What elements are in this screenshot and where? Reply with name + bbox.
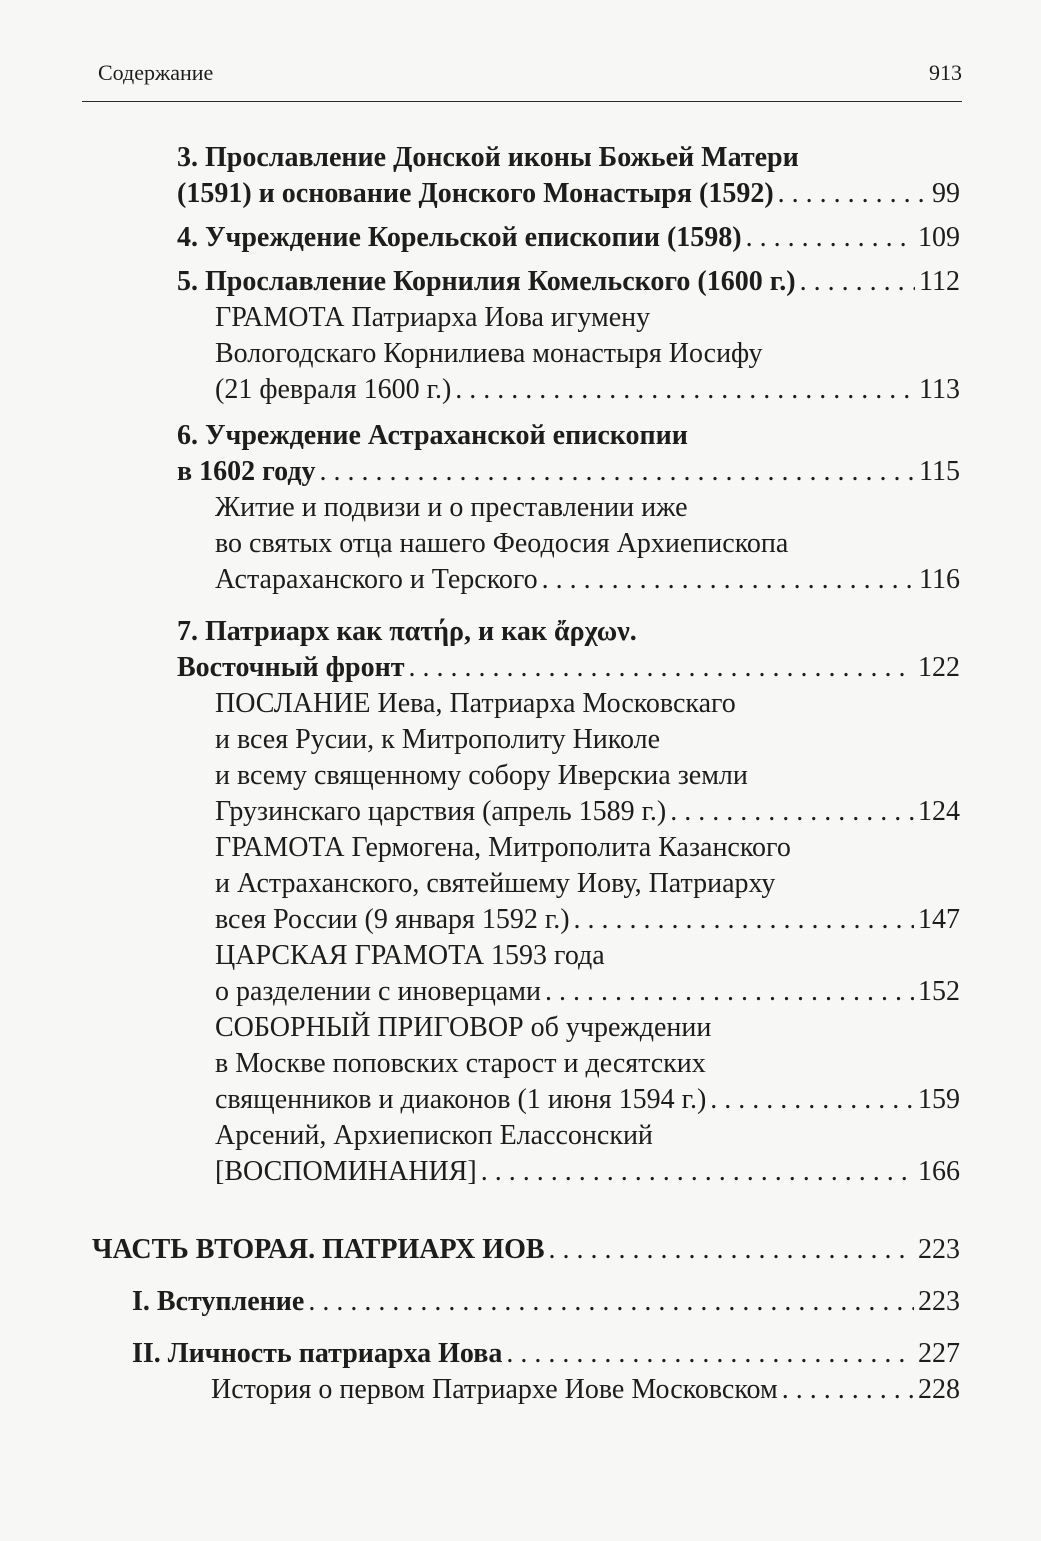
toc-leader-dots <box>782 1372 914 1408</box>
toc-page-number: 109 <box>918 222 960 253</box>
toc-leader-dots <box>800 264 915 300</box>
toc-tsarskaya-line-1: ЦАРСКАЯ ГРАМОТА 1593 года <box>215 940 605 971</box>
toc-poslanie-line-2: и всея Русии, к Митрополиту Николе <box>215 724 661 755</box>
toc-entry-arseniy[interactable] <box>215 1154 960 1190</box>
toc-lichnost-title: II. Личность патриарха Иова <box>132 1338 503 1369</box>
toc-arseniy-line-1: Арсений, Архиепископ Елассонский <box>215 1120 653 1151</box>
toc-entry-gramota-germogen[interactable] <box>215 902 960 938</box>
toc-entry-lichnost[interactable] <box>132 1336 960 1372</box>
toc-page-number: 228 <box>918 1374 960 1405</box>
header-page-number: 913 <box>929 60 962 85</box>
toc-zhitie-line-2: во святых отца нашего Феодосия Архиепископа <box>215 528 789 559</box>
toc-section-5-title: 5. Прославление Корнилия Комельского (1600 г.) <box>177 266 796 297</box>
toc-leader-dots <box>710 1082 914 1118</box>
toc-leader-dots <box>545 974 914 1010</box>
toc-gramota-germogen-line-1: ГРАМОТА Гермогена, Митрополита Казанского <box>215 832 791 863</box>
toc-tsarskaya-line-2: о разделении с иноверцами <box>215 976 542 1007</box>
toc-entry-section-7[interactable] <box>177 650 960 686</box>
toc-entry-part-two[interactable] <box>92 1232 960 1268</box>
toc-sobornyi-line-3: священников и диаконов (1 июня 1594 г.) <box>215 1084 707 1115</box>
toc-page-number: 166 <box>918 1156 960 1187</box>
toc-page-number: 99 <box>932 178 960 209</box>
toc-leader-dots <box>542 562 915 598</box>
toc-gramota-iov-line-3: (21 февраля 1600 г.) <box>215 374 452 405</box>
toc-entry-section-3[interactable] <box>177 176 960 212</box>
toc-entry-sobornyi[interactable] <box>215 1082 960 1118</box>
toc-page-number: 227 <box>918 1338 960 1369</box>
header-rule <box>82 101 962 102</box>
toc-sobornyi-line-1: СОБОРНЫЙ ПРИГОВОР об учреждении <box>215 1012 712 1043</box>
toc-poslanie-line-3: и всему священному собору Иверскиа земли <box>215 760 748 791</box>
toc-section-7-line-1: 7. Патриарх как πατήρ, и как ἄρχων. <box>177 616 637 647</box>
toc-page-number: 116 <box>919 564 960 595</box>
toc-leader-dots <box>506 1336 914 1372</box>
toc-section-6-line-1: 6. Учреждение Астраханской епископии <box>177 420 688 451</box>
toc-page-number: 112 <box>919 266 960 297</box>
toc-zhitie-line-1: Житие и подвизи и о преставлении иже <box>215 492 688 523</box>
toc-leader-dots <box>746 220 914 256</box>
toc-arseniy-line-2: [ВОСПОМИНАНИЯ] <box>215 1156 477 1187</box>
toc-leader-dots <box>778 176 928 212</box>
toc-section-4-title: 4. Учреждение Корельской епископии (1598) <box>177 222 742 253</box>
toc-entry-zhitie[interactable] <box>215 562 960 598</box>
toc-istoriya-title: История о первом Патриархе Иове Московском <box>211 1374 778 1405</box>
toc-section-6-line-2: в 1602 году <box>177 456 316 487</box>
toc-section-7-line-2: Восточный фронт <box>177 652 405 683</box>
toc-poslanie-line-4: Грузинскаго царствия (апрель 1589 г.) <box>215 796 667 827</box>
toc-page-number: 223 <box>918 1234 960 1265</box>
toc-page-number: 223 <box>918 1286 960 1317</box>
toc-page-number: 122 <box>918 652 960 683</box>
toc-entry-section-5[interactable] <box>177 264 960 300</box>
toc-page-number: 124 <box>918 796 960 827</box>
toc-sobornyi-line-2: в Москве поповских старост и десятских <box>215 1048 706 1079</box>
toc-gramota-iov-line-1: ГРАМОТА Патриарха Иова игумену <box>215 302 651 333</box>
header-title: Содержание <box>98 60 214 85</box>
toc-zhitie-line-3: Астараханского и Терского <box>215 564 538 595</box>
toc-gramota-germogen-line-2: и Астраханского, святейшему Иову, Патриарху <box>215 868 776 899</box>
toc-part-two-title: ЧАСТЬ ВТОРАЯ. ПАТРИАРХ ИОВ <box>92 1234 545 1265</box>
toc-entry-poslanie[interactable] <box>215 794 960 830</box>
toc-section-3-line-2: (1591) и основание Донского Монастыря (1592) <box>177 178 774 209</box>
running-header <box>98 60 962 86</box>
toc-page-number: 159 <box>918 1084 960 1115</box>
toc-leader-dots <box>409 650 914 686</box>
toc-leader-dots <box>574 902 914 938</box>
toc-entry-tsarskaya[interactable] <box>215 974 960 1010</box>
toc-leader-dots <box>308 1284 914 1320</box>
toc-intro-title: I. Вступление <box>132 1286 305 1317</box>
toc-section-3-line-1: 3. Прославление Донской иконы Божьей Матери <box>177 142 799 173</box>
toc-leader-dots <box>455 372 915 408</box>
toc-page-number: 115 <box>919 456 960 487</box>
toc-entry-istoriya[interactable] <box>211 1372 960 1408</box>
toc-page-number: 147 <box>918 904 960 935</box>
toc-leader-dots <box>549 1232 914 1268</box>
toc-entry-gramota-iov[interactable] <box>215 372 960 408</box>
toc-gramota-iov-line-2: Вологодскаго Корнилиева монастыря Иосифу <box>215 338 763 369</box>
toc-page-number: 152 <box>918 976 960 1007</box>
toc-poslanie-line-1: ПОСЛАНИЕ Иева, Патриарха Московскаго <box>215 688 736 719</box>
toc-entry-intro[interactable] <box>132 1284 960 1320</box>
toc-gramota-germogen-line-3: всея России (9 января 1592 г.) <box>215 904 570 935</box>
toc-entry-section-4[interactable] <box>177 220 960 256</box>
toc-page-number: 113 <box>919 374 960 405</box>
toc-leader-dots <box>670 794 914 830</box>
toc-entry-section-6[interactable] <box>177 454 960 490</box>
toc-leader-dots <box>481 1154 914 1190</box>
toc-leader-dots <box>320 454 916 490</box>
